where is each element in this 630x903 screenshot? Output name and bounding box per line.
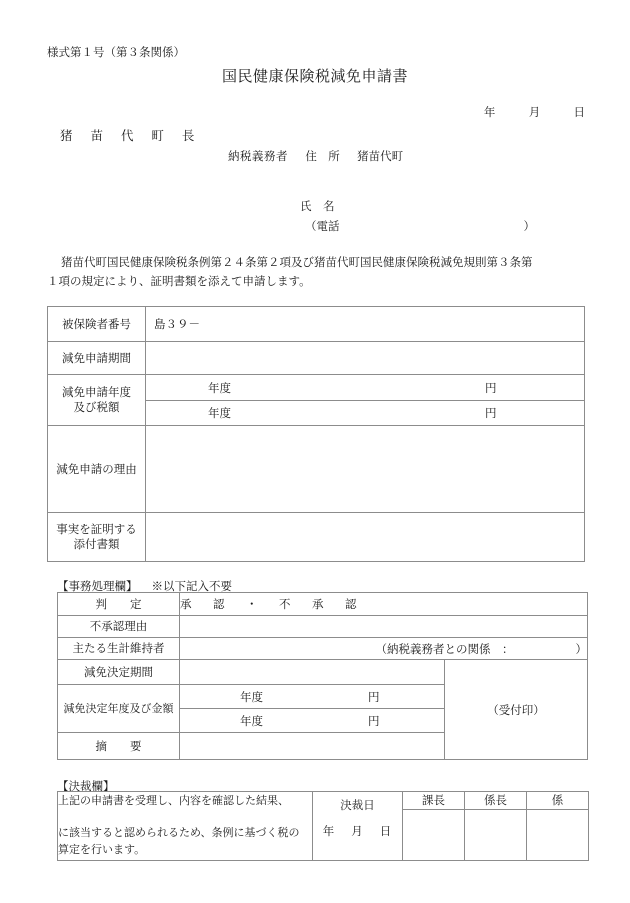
taxpayer-label: 納税義務者 [228,149,288,163]
page-title: 国民健康保険税減免申請書 [221,67,408,85]
period-value[interactable] [146,342,585,375]
reason-label: 減免申請の理由 [48,426,146,513]
kessai-statement[interactable] [58,792,313,861]
attachment-label-line1: 事実を証明する [56,522,137,536]
admin-section-title: 【事務処理欄】 [57,579,138,593]
table-row [48,307,585,342]
tel-close-paren: ） [523,219,535,233]
sign-box-kakaricho[interactable] [465,810,527,861]
year-tax-label-line2: 及び税額 [73,400,120,414]
decision-amount-grid-2 [180,710,444,731]
kessai-day-label: 日 [379,824,393,838]
year-tax-label [48,375,146,426]
table-row [58,593,588,616]
table-row [58,792,589,810]
name-label: 氏 名 [300,199,335,213]
summary-value[interactable] [180,733,445,760]
year-tax-cells [146,375,585,426]
yen-unit-1[interactable]: 円 [427,376,584,401]
taxpayer-address-row [228,148,403,164]
address-value: 猪苗代町 [357,149,404,163]
decision-year-unit-2[interactable]: 年度 [240,713,263,728]
period-label: 減免申請期間 [48,342,146,375]
kessai-fill-blank[interactable] [58,809,312,824]
judgement-label: 判 定 [58,593,180,616]
table-row [48,513,585,562]
reject-reason-label: 不承認理由 [58,616,180,638]
insured-number-value[interactable]: 島３９－ [146,307,585,342]
body-paragraph [47,253,587,291]
decision-year-amount-cell-1 [180,685,445,709]
year-tax-label-line1: 減免申請年度 [62,385,131,399]
application-table [47,306,585,562]
receipt-stamp-area: （受付印） [445,660,588,760]
judgement-value[interactable]: 承 認 ・ 不 承 認 [180,593,588,616]
table-row [48,342,585,375]
decision-yen-unit-1[interactable]: 円 [368,689,380,704]
table-row [48,375,585,426]
address-label: 住 所 [305,149,340,163]
table-row [58,638,588,660]
table-row [48,426,585,513]
attachment-label-line2: 添付書類 [73,537,120,551]
year-amount-grid [146,376,584,425]
kessai-text-line1: 上記の申請書を受理し、内容を確認した結果、 [58,794,289,807]
summary-label: 摘 要 [58,733,180,760]
admin-section-note: ※以下記入不要 [151,579,232,593]
year-amount-row [146,376,584,401]
table-row [58,616,588,638]
kessai-table [57,791,589,861]
paragraph-line-1: 猪苗代町国民健康保険税条例第２４条第２項及び猪苗代町国民健康保険税減免規則第３条第 [61,255,533,269]
sign-header-kacho: 課長 [403,792,465,810]
reason-value[interactable] [146,426,585,513]
sign-header-kakaricho: 係長 [465,792,527,810]
attachment-value[interactable] [146,513,585,562]
date-day-label: 日 [573,105,585,119]
sign-box-kakari[interactable] [527,810,589,861]
application-date-line [484,104,585,120]
date-month-label: 月 [528,105,541,119]
kessai-date-label: 決裁日 [340,798,375,812]
admin-table [57,592,588,760]
kessai-date-ymd [313,818,402,844]
taxpayer-name-row [300,198,335,214]
decision-year-amount-cell-2 [180,709,445,733]
year-amount-row [146,400,584,425]
sign-box-kacho[interactable] [403,810,465,861]
year-unit-1[interactable]: 年度 [146,376,427,401]
kessai-text-line3: 算定を行います。 [58,843,146,856]
reject-reason-value[interactable] [180,616,588,638]
decision-period-label: 減免決定期間 [58,660,180,685]
attachment-label [48,513,146,562]
sign-header-kakari: 係 [527,792,589,810]
kessai-month-label: 月 [351,824,364,838]
kessai-section-header: 【決裁欄】 [57,779,115,793]
decision-amount-row [180,710,444,731]
tel-open-paren: （電話 [305,219,340,233]
date-year-label: 年 [483,105,496,119]
decision-yen-unit-2[interactable]: 円 [368,713,380,728]
supporter-relation-note[interactable] [180,638,588,660]
decision-amount-grid-1 [180,686,444,707]
kessai-year-label: 年 [322,824,336,838]
kessai-text-line2: に該当すると認められるため、条例に基づく税の [58,826,300,839]
insured-number-label: 被保険者番号 [48,307,146,342]
taxpayer-tel-row [305,218,535,234]
decision-amount-label: 減免決定年度及び金額 [58,685,180,733]
decision-year-unit-1[interactable]: 年度 [240,689,263,704]
table-row [58,660,588,685]
yen-unit-2[interactable]: 円 [485,405,497,420]
relation-open: （納税義務者との関係 ： [375,641,514,656]
kessai-date-cell[interactable] [313,792,403,861]
paragraph-line-2: １項の規定により、証明書類を添えて申請します。 [47,274,311,288]
year-unit-2[interactable]: 年度 [208,405,231,420]
form-code: 様式第１号（第３条関係） [47,45,185,59]
supporter-label: 主たる生計維持者 [58,638,180,660]
addressee: 猪 苗 代 町 長 [60,128,202,143]
relation-close: ） [575,641,587,656]
decision-period-value[interactable] [180,660,445,685]
decision-amount-row [180,686,444,707]
